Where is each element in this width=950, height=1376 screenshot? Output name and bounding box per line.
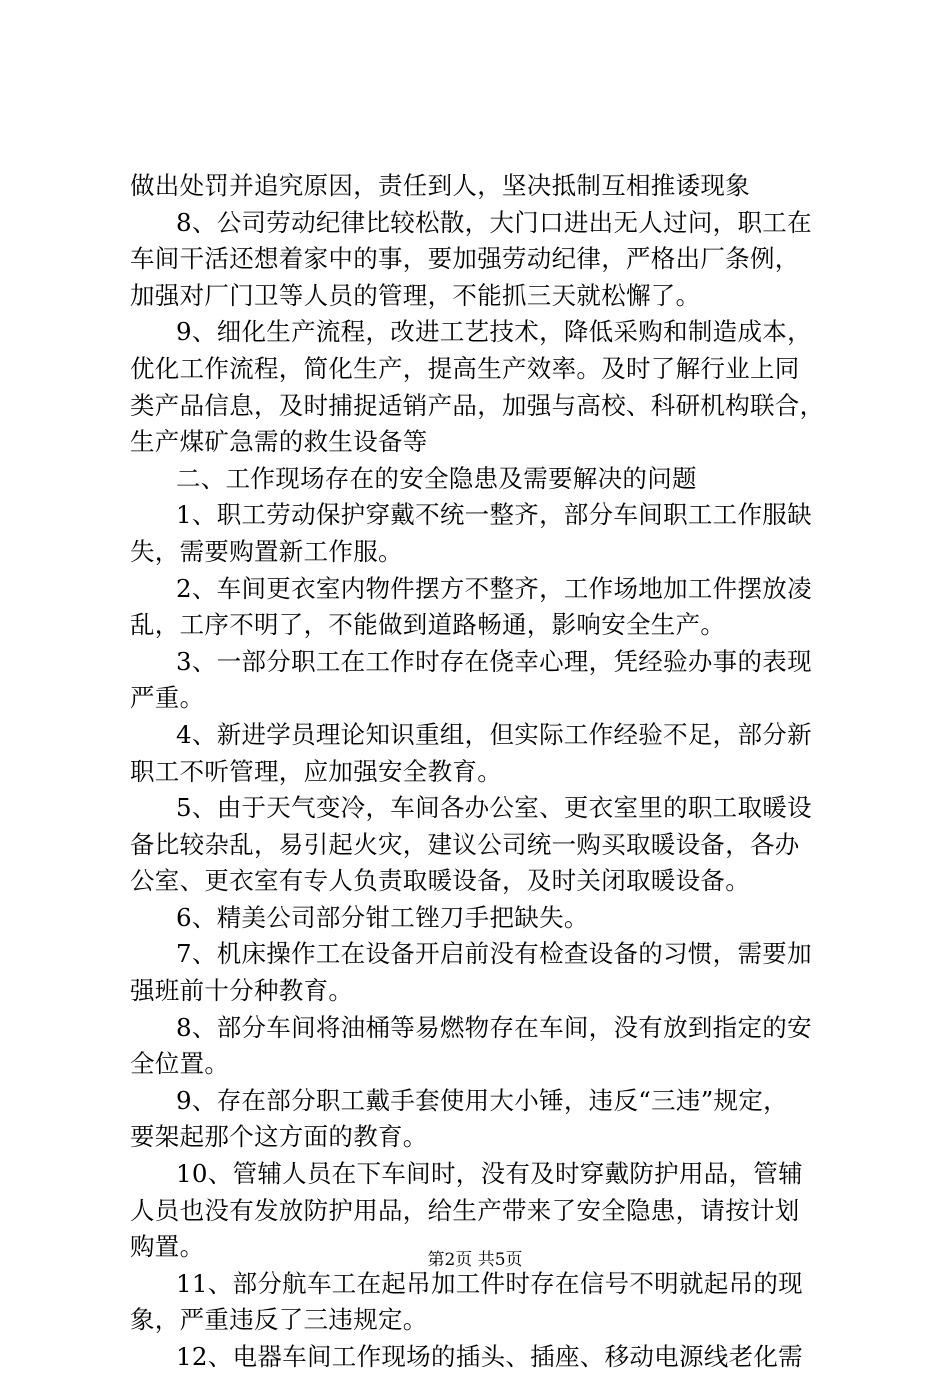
text-line: 9、存在部分职工戴手套使用大小锤，违反“三违”规定， [176,1085,788,1115]
text-line: 8、公司劳动纪律比较松散，大门口进出无人过问，职工在 [176,207,812,237]
text-line: 12、电器车间工作现场的插头、插座、移动电源线老化需 [176,1342,803,1371]
text-line: 9、细化生产流程，改进工艺技术，降低采购和制造成本， [176,317,812,347]
text-line: 8、部分车间将油桶等易燃物存在车间，没有放到指定的安 [176,1012,812,1042]
text-line: 生产煤矿急需的救生设备等 [130,427,428,457]
text-line: 6、精美公司部分钳工锉刀手把缺失。 [176,902,589,932]
text-line: 优化工作流程，简化生产，提高生产效率。及时了解行业上同 [130,353,800,383]
text-line: 7、机床操作工在设备开启前没有检查设备的习惯，需要加 [176,939,812,969]
page-number-footer: 第2页 共5页 [427,1250,523,1270]
text-line: 11、部分航车工在起吊加工件时存在信号不明就起吊的现 [176,1268,803,1298]
text-line: 车间干活还想着家中的事，要加强劳动纪律，严格出厂条例， [130,244,800,274]
text-line: 1、职工劳动保护穿戴不统一整齐，部分车间职工工作服缺 [176,500,812,530]
text-line: 二、工作现场存在的安全隐患及需要解决的问题 [176,463,697,493]
text-line: 备比较杂乱，易引起火灾，建议公司统一购买取暖设备，各办 [130,829,800,859]
text-line: 要架起那个这方面的教育。 [130,1122,428,1152]
text-line: 强班前十分种教育。 [130,976,354,1006]
text-line: 10、管辅人员在下车间时，没有及时穿戴防护用品，管辅 [176,1159,803,1189]
text-line: 4、新进学员理论知识重组，但实际工作经验不足，部分新 [176,719,812,749]
text-line: 职工不听管理，应加强安全教育。 [130,756,502,786]
text-line: 加强对厂门卫等人员的管理，不能抓三天就松懈了。 [130,280,701,310]
text-line: 失，需要购置新工作服。 [130,536,403,566]
text-line: 乱，工序不明了，不能做到道路畅通，影响安全生产。 [130,610,726,640]
text-line: 全位置。 [130,1049,230,1079]
text-line: 5、由于天气变冷，车间各办公室、更衣室里的职工取暖设 [176,793,812,823]
text-line: 严重。 [130,683,205,713]
text-line: 类产品信息，及时捕捉适销产品，加强与高校、科研机构联合， [130,390,825,420]
text-line: 购置。 [130,1232,205,1262]
text-line: 人员也没有发放防护用品，给生产带来了安全隐患，请按计划 [130,1195,800,1225]
text-line: 做出处罚并追究原因，责任到人，坚决抵制互相推诿现象 [130,171,750,200]
text-line: 3、一部分职工在工作时存在侥幸心理，凭经验办事的表现 [176,646,812,676]
text-line: 公室、更衣室有专人负责取暖设备，及时关闭取暖设备。 [130,866,750,896]
document-body [130,168,830,1376]
text-line: 2、车间更衣室内物件摆方不整齐，工作场地加工件摆放凌 [176,573,812,603]
text-line: 象，严重违反了三违规定。 [130,1305,428,1335]
